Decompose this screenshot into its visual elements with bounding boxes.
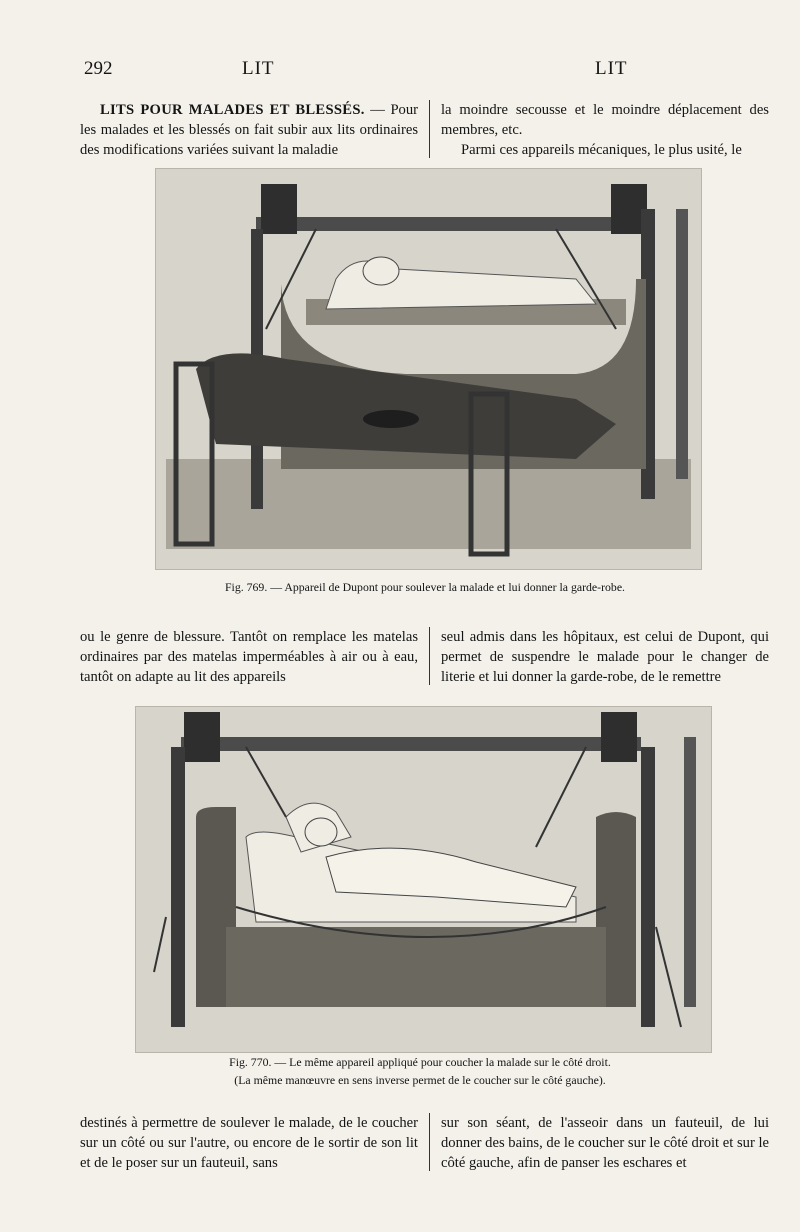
bed-turn-illustration — [136, 707, 711, 1052]
column-divider — [429, 1113, 430, 1171]
section2-left-column — [80, 627, 418, 687]
column-divider — [429, 627, 430, 685]
section1-right-line1: la moindre secousse et le moindre déplacement des membres, etc. — [441, 102, 769, 138]
page-header — [70, 58, 770, 82]
section1-left-paragraph — [80, 100, 418, 160]
figure-770-caption-line2: (La même manœuvre en sens inverse permet de le coucher sur le côté gauche). — [234, 1073, 606, 1087]
column-divider — [429, 100, 430, 158]
running-head-right: LIT — [595, 58, 628, 79]
page-number: 292 — [84, 58, 113, 79]
section3-right-text: sur son séant, de l'asseoir dans un fauteuil, de lui donner des bains, de le coucher sur le côté droit et sur le côté gauche, afin de panser les eschares et — [441, 1115, 769, 1171]
section1-left-column — [80, 100, 418, 160]
section-heading: LITS POUR MALADES ET BLESSÉS. — [100, 102, 365, 118]
section3-right-column — [441, 1113, 769, 1173]
section1-left-text: — Pour les malades et les blessés on fait subir aux lits ordinaires des modifications variées suivant la maladie — [80, 102, 419, 158]
section3-left-column — [80, 1113, 418, 1173]
bed-lift-illustration — [156, 169, 701, 569]
section1-right-column — [441, 100, 769, 160]
running-head-left: LIT — [242, 58, 275, 79]
section1-right-line2: Parmi ces appareils mécaniques, le plus usité, le — [461, 142, 742, 158]
figure-769-caption: Fig. 769. — Appareil de Dupont pour soulever la malade et lui donner la garde-robe. — [225, 580, 625, 594]
figure-769-engraving — [155, 168, 702, 570]
figure-770-engraving — [135, 706, 712, 1053]
section2-left-text: ou le genre de blessure. Tantôt on remplace les matelas ordinaires par des matelas imperméables à air ou à eau, tantôt on adapte au lit des appareils — [80, 629, 418, 685]
section3-left-text: destinés à permettre de soulever le malade, de le coucher sur un côté ou sur l'autre, ou encore de le sortir de son lit et de le poser sur un fauteuil, sans — [80, 1115, 418, 1171]
section2-right-text: seul admis dans les hôpitaux, est celui de Dupont, qui permet de suspendre le malade pour le changer de literie et lui donner la garde-robe, de le remettre — [441, 629, 769, 685]
figure-770-caption-line1: Fig. 770. — Le même appareil appliqué pour coucher la malade sur le côté droit. — [229, 1055, 611, 1069]
section2-right-column — [441, 627, 769, 687]
